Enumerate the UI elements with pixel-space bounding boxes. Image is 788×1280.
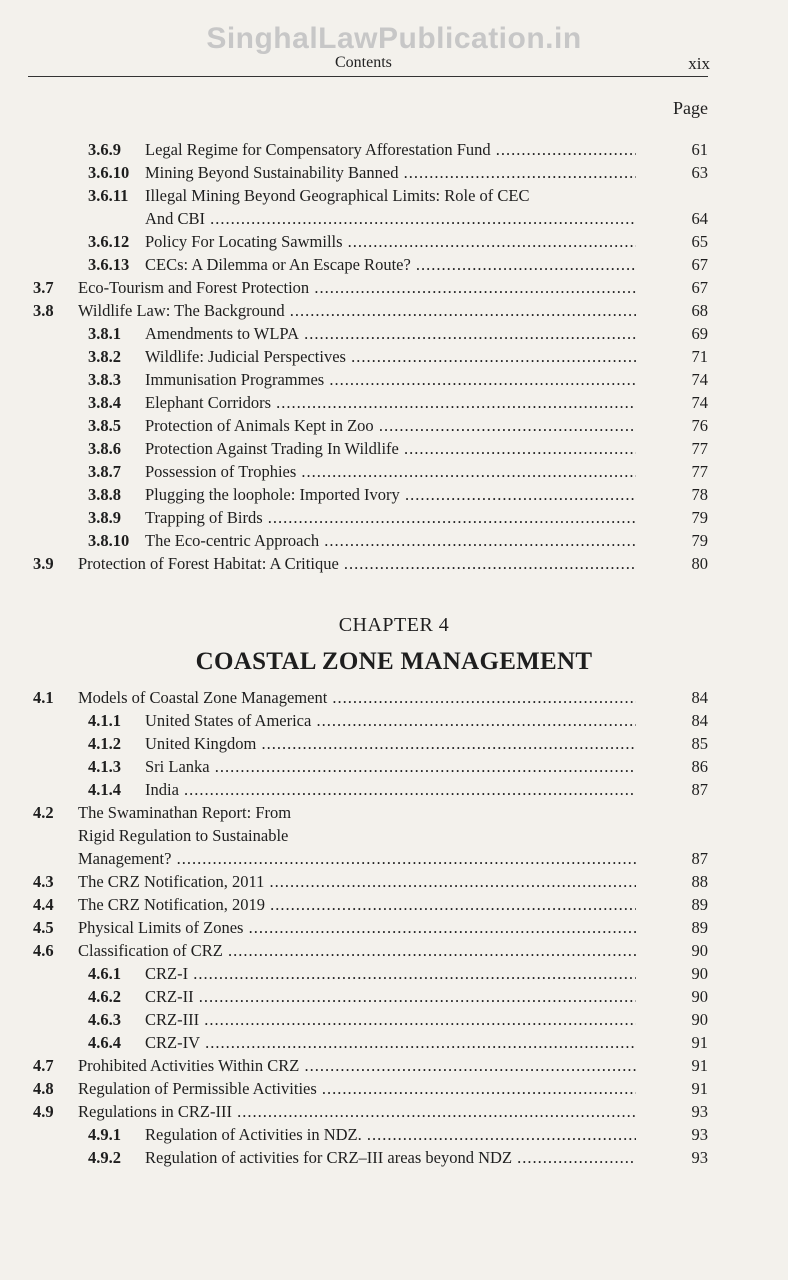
toc-entry bbox=[0, 483, 788, 506]
toc-entry-page: 93 bbox=[691, 1102, 708, 1121]
toc-entry bbox=[0, 801, 788, 824]
toc-entry-title: Eco-Tourism and Forest Protection ..... bbox=[78, 276, 636, 299]
toc-entry-title: Rigid Regulation to Sustainable bbox=[78, 826, 289, 845]
toc-entry-page: 79 bbox=[691, 531, 708, 550]
toc-entry-title: Mining Beyond Sustainability Banned ..... bbox=[145, 161, 636, 184]
toc-entry-page: 67 bbox=[691, 255, 708, 274]
toc-entry-number: 3.8.6 bbox=[88, 439, 121, 458]
toc-entry-title: Regulation of Activities in NDZ. ..... bbox=[145, 1123, 636, 1146]
toc-entry-title: CRZ-I ..... bbox=[145, 962, 636, 985]
toc-entry-title: India ..... bbox=[145, 778, 636, 801]
toc-entry-page: 84 bbox=[691, 688, 708, 707]
toc-entry bbox=[0, 322, 788, 345]
toc-entry-title: Elephant Corridors ..... bbox=[145, 391, 636, 414]
toc-entry bbox=[0, 368, 788, 391]
toc-entry-number: 4.1.2 bbox=[88, 734, 121, 753]
toc-entry-page: 78 bbox=[691, 485, 708, 504]
toc-entry-page: 88 bbox=[691, 872, 708, 891]
toc-entry-page: 91 bbox=[691, 1056, 708, 1075]
toc-entry-continuation bbox=[0, 207, 788, 230]
toc-entry-title: And CBI ..... bbox=[145, 207, 636, 230]
toc-entry-number: 3.8.3 bbox=[88, 370, 121, 389]
toc-entry-title: Wildlife Law: The Background ..... bbox=[78, 299, 636, 322]
toc-entry-page: 76 bbox=[691, 416, 708, 435]
toc-entry-number: 3.7 bbox=[33, 278, 54, 297]
toc-entry-number: 4.8 bbox=[33, 1079, 54, 1098]
toc-entry bbox=[0, 939, 788, 962]
toc-entry-number: 4.2 bbox=[33, 803, 54, 822]
toc-entry-title: Regulation of Permissible Activities ..... bbox=[78, 1077, 636, 1100]
toc-entry-number: 3.8.4 bbox=[88, 393, 121, 412]
toc-entry-title: Management? ..... bbox=[78, 847, 636, 870]
toc-entry-title: Immunisation Programmes ..... bbox=[145, 368, 636, 391]
toc-entry-page: 90 bbox=[691, 964, 708, 983]
toc-entry bbox=[0, 391, 788, 414]
toc-entry-page: 65 bbox=[691, 232, 708, 251]
toc-entry bbox=[0, 778, 788, 801]
toc-entry-page: 69 bbox=[691, 324, 708, 343]
toc-entry-page: 84 bbox=[691, 711, 708, 730]
toc-entry-page: 71 bbox=[691, 347, 708, 366]
toc-entry-page: 86 bbox=[691, 757, 708, 776]
toc-entry-title: The CRZ Notification, 2011 ..... bbox=[78, 870, 636, 893]
toc-entry bbox=[0, 345, 788, 368]
toc-entry-page: 89 bbox=[691, 895, 708, 914]
page-number: xix bbox=[688, 54, 710, 73]
toc-entry-title: Models of Coastal Zone Management ..... bbox=[78, 686, 636, 709]
toc-entry bbox=[0, 414, 788, 437]
toc-entry-number: 3.8.1 bbox=[88, 324, 121, 343]
toc-entry bbox=[0, 138, 788, 161]
toc-entry bbox=[0, 184, 788, 207]
toc-entry-number: 4.6.3 bbox=[88, 1010, 121, 1029]
toc-entry bbox=[0, 962, 788, 985]
toc-entry-number: 3.8.7 bbox=[88, 462, 121, 481]
toc-entry-title: Trapping of Birds ..... bbox=[145, 506, 636, 529]
toc-entry-number: 3.6.12 bbox=[88, 232, 130, 251]
toc-entry-page: 74 bbox=[691, 370, 708, 389]
chapter-title: COASTAL ZONE MANAGEMENT bbox=[195, 648, 593, 675]
toc-entry-page: 77 bbox=[691, 462, 708, 481]
toc-entry-number: 4.1.4 bbox=[88, 780, 121, 799]
toc-entry-page: 91 bbox=[691, 1079, 708, 1098]
toc-entry bbox=[0, 1123, 788, 1146]
toc-entry bbox=[0, 893, 788, 916]
toc-entry-title: United Kingdom ..... bbox=[145, 732, 636, 755]
toc-entry-number: 3.8.2 bbox=[88, 347, 121, 366]
toc-section-chapter-4 bbox=[0, 686, 788, 1169]
toc-entry bbox=[0, 1146, 788, 1169]
toc-entry-page: 64 bbox=[691, 209, 708, 228]
toc-entry-number: 4.6 bbox=[33, 941, 54, 960]
toc-entry-number: 4.4 bbox=[33, 895, 54, 914]
toc-entry-number: 4.9.2 bbox=[88, 1148, 121, 1167]
toc-entry-title: CECs: A Dilemma or An Escape Route? ..... bbox=[145, 253, 636, 276]
toc-entry-page: 90 bbox=[691, 941, 708, 960]
toc-entry-title: Legal Regime for Compensatory Afforestation Fund ..... bbox=[145, 138, 636, 161]
toc-entry-title: Policy For Locating Sawmills ..... bbox=[145, 230, 636, 253]
toc-entry-title: Wildlife: Judicial Perspectives ..... bbox=[145, 345, 636, 368]
toc-entry-page: 67 bbox=[691, 278, 708, 297]
toc-entry-page: 61 bbox=[691, 140, 708, 159]
toc-entry-number: 3.6.11 bbox=[88, 186, 129, 205]
toc-entry bbox=[0, 755, 788, 778]
toc-entry-title: Protection Against Trading In Wildlife ..... bbox=[145, 437, 636, 460]
toc-entry-page: 74 bbox=[691, 393, 708, 412]
toc-entry-number: 4.6.2 bbox=[88, 987, 121, 1006]
toc-entry-page: 90 bbox=[691, 1010, 708, 1029]
toc-entry-page: 63 bbox=[691, 163, 708, 182]
toc-entry bbox=[0, 253, 788, 276]
toc-entry-number: 3.8 bbox=[33, 301, 54, 320]
toc-entry-number: 4.5 bbox=[33, 918, 54, 937]
toc-entry-page: 68 bbox=[691, 301, 708, 320]
toc-entry bbox=[0, 299, 788, 322]
toc-entry-page: 89 bbox=[691, 918, 708, 937]
toc-entry-continuation bbox=[0, 824, 788, 847]
chapter-label: CHAPTER 4 bbox=[338, 614, 450, 636]
toc-entry-page: 93 bbox=[691, 1148, 708, 1167]
toc-entry bbox=[0, 732, 788, 755]
toc-entry-page: 79 bbox=[691, 508, 708, 527]
toc-section-chapter-3 bbox=[0, 138, 788, 575]
toc-entry-number: 3.6.13 bbox=[88, 255, 130, 274]
toc-entry bbox=[0, 552, 788, 575]
toc-entry-number: 4.3 bbox=[33, 872, 54, 891]
toc-entry-page: 91 bbox=[691, 1033, 708, 1052]
toc-entry-number: 3.8.5 bbox=[88, 416, 121, 435]
toc-entry bbox=[0, 276, 788, 299]
toc-entry bbox=[0, 437, 788, 460]
toc-entry-title: CRZ-III ..... bbox=[145, 1008, 636, 1031]
toc-entry bbox=[0, 985, 788, 1008]
toc-entry-number: 3.6.9 bbox=[88, 140, 121, 159]
toc-entry-title: Protection of Animals Kept in Zoo ..... bbox=[145, 414, 636, 437]
toc-entry-title: Physical Limits of Zones ..... bbox=[78, 916, 636, 939]
toc-entry-title: CRZ-IV ..... bbox=[145, 1031, 636, 1054]
toc-entry bbox=[0, 1031, 788, 1054]
toc-entry-title: The Swaminathan Report: From bbox=[78, 803, 292, 822]
toc-entry bbox=[0, 709, 788, 732]
toc-entry-title: Regulations in CRZ-III ..... bbox=[78, 1100, 636, 1123]
toc-entry-number: 4.6.1 bbox=[88, 964, 121, 983]
toc-entry-continuation bbox=[0, 847, 788, 870]
toc-entry-page: 80 bbox=[691, 554, 708, 573]
toc-entry-number: 3.8.8 bbox=[88, 485, 121, 504]
toc-entry-number: 4.1.3 bbox=[88, 757, 121, 776]
page-column-label: Page bbox=[673, 98, 708, 118]
toc-entry-title: Regulation of activities for CRZ–III areas beyond NDZ ..... bbox=[145, 1146, 636, 1169]
watermark: SinghalLawPublication.in bbox=[206, 22, 582, 55]
toc-entry-number: 3.6.10 bbox=[88, 163, 130, 182]
toc-entry-title: United States of America ..... bbox=[145, 709, 636, 732]
toc-entry bbox=[0, 686, 788, 709]
toc-entry bbox=[0, 506, 788, 529]
toc-entry bbox=[0, 230, 788, 253]
toc-entry-number: 3.8.10 bbox=[88, 531, 130, 550]
toc-entry-title: Possession of Trophies ..... bbox=[145, 460, 636, 483]
toc-entry-page: 77 bbox=[691, 439, 708, 458]
toc-entry-page: 90 bbox=[691, 987, 708, 1006]
toc-entry-page: 85 bbox=[691, 734, 708, 753]
toc-entry-page: 87 bbox=[691, 849, 708, 868]
toc-entry-number: 4.1 bbox=[33, 688, 54, 707]
toc-entry-number: 4.9.1 bbox=[88, 1125, 121, 1144]
toc-entry-page: 93 bbox=[691, 1125, 708, 1144]
toc-entry bbox=[0, 870, 788, 893]
toc-entry-number: 4.9 bbox=[33, 1102, 54, 1121]
toc-entry-number: 3.8.9 bbox=[88, 508, 121, 527]
toc-entry-number: 3.9 bbox=[33, 554, 54, 573]
toc-entry-title: Protection of Forest Habitat: A Critique ..... bbox=[78, 552, 636, 575]
toc-entry-title: Plugging the loophole: Imported Ivory ..... bbox=[145, 483, 636, 506]
toc-entry bbox=[0, 460, 788, 483]
toc-entry bbox=[0, 1054, 788, 1077]
toc-entry-page: 87 bbox=[691, 780, 708, 799]
toc-entry-title: Classification of CRZ ..... bbox=[78, 939, 636, 962]
toc-entry bbox=[0, 1100, 788, 1123]
toc-entry bbox=[0, 161, 788, 184]
toc-entry-number: 4.1.1 bbox=[88, 711, 121, 730]
toc-entry bbox=[0, 1077, 788, 1100]
toc-entry-title: Illegal Mining Beyond Geographical Limits: Role of CEC bbox=[145, 186, 530, 205]
header-rule bbox=[28, 76, 708, 77]
toc-entry-title: Amendments to WLPA ..... bbox=[145, 322, 636, 345]
toc-entry-title: Sri Lanka ..... bbox=[145, 755, 636, 778]
toc-entry-title: Prohibited Activities Within CRZ ..... bbox=[78, 1054, 636, 1077]
toc-entry bbox=[0, 529, 788, 552]
toc-entry-title: CRZ-II ..... bbox=[145, 985, 636, 1008]
toc-entry-title: The Eco-centric Approach ..... bbox=[145, 529, 636, 552]
toc-entry-title: The CRZ Notification, 2019 ..... bbox=[78, 893, 636, 916]
toc-entry bbox=[0, 916, 788, 939]
toc-entry-number: 4.6.4 bbox=[88, 1033, 121, 1052]
toc-entry bbox=[0, 1008, 788, 1031]
running-title: Contents bbox=[335, 54, 392, 71]
toc-entry-number: 4.7 bbox=[33, 1056, 54, 1075]
